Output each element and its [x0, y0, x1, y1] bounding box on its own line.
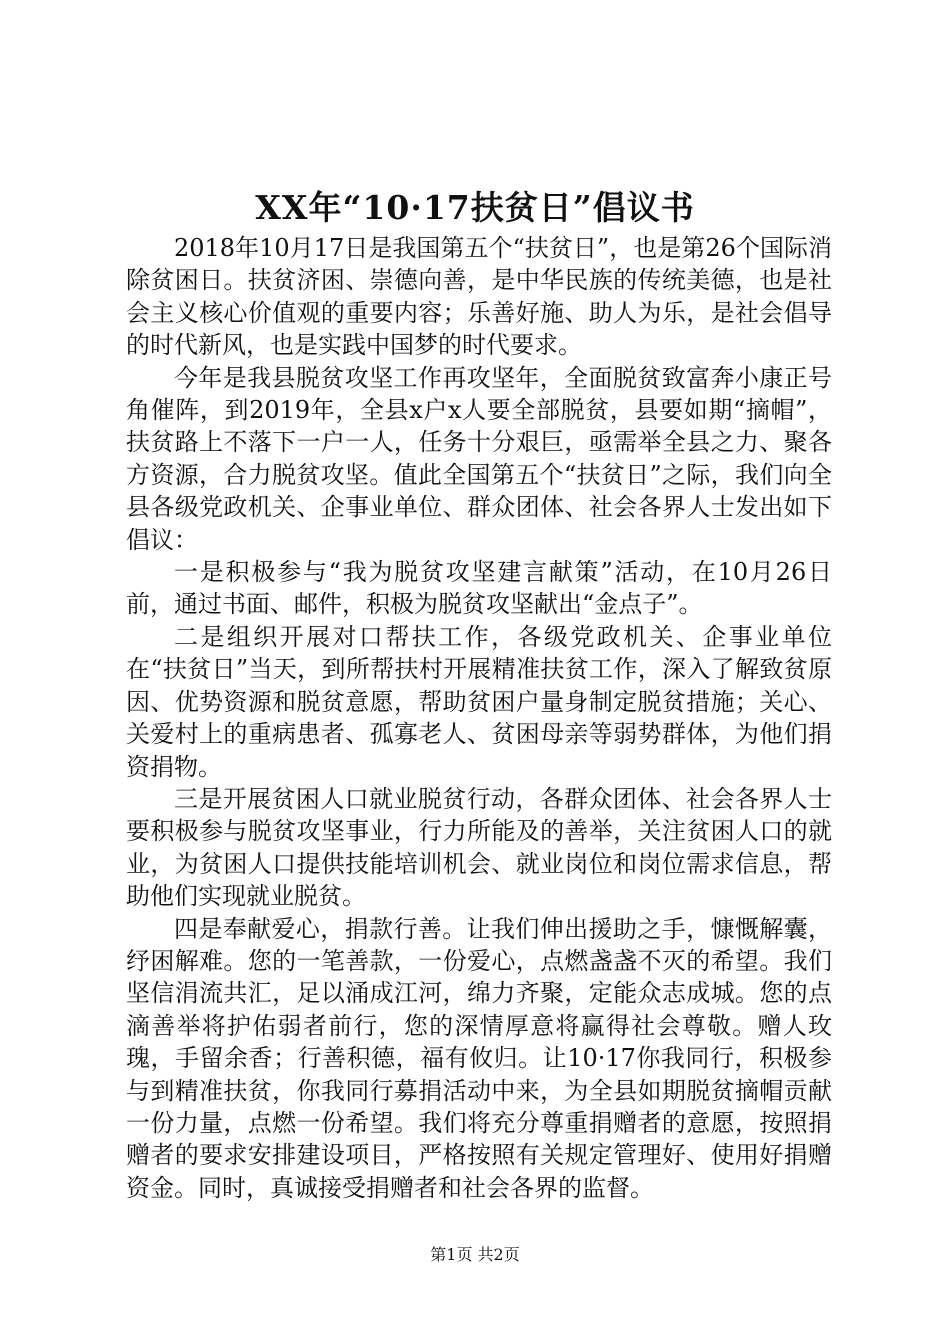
paragraph-background: 今年是我县脱贫攻坚工作再攻坚年，全面脱贫致富奔小康正号角催阵，到2019年，全县x户x人要全部脱贫，县要如期“摘帽”，扶贫路上不落下一户一人，任务十分艰巨，亟需举全县之力、聚各方资源，合力脱贫攻坚。值此全国第五个“扶贫日”之际，我们向全县各级党政机关、企事业单位、群众团体、社会各界人士发出如下倡议：	[126, 363, 832, 554]
paragraph-intro: 2018年10月17日是我国第五个“扶贫日”，也是第26个国际消除贫困日。扶贫济困、崇德向善，是中华民族的传统美德，也是社会主义核心价值观的重要内容；乐善好施、助人为乐，是社会倡导的时代新风，也是实践中国梦的时代要求。	[126, 234, 832, 360]
document-body	[126, 232, 832, 1204]
paragraph-proposal-1: 一是积极参与“我为脱贫攻坚建言献策”活动，在10月26日前，通过书面、邮件，积极为脱贫攻坚献出“金点子”。	[126, 558, 832, 619]
paragraph-proposal-2: 二是组织开展对口帮扶工作，各级党政机关、企事业单位在“扶贫日”当天，到所帮扶村开展精准扶贫工作，深入了解致贫原因、优势资源和脱贫意愿，帮助贫困户量身制定脱贫措施；关心、关爱村上的重病患者、孤寡老人、贫困母亲等弱势群体，为他们捐资捐物。	[126, 622, 832, 781]
page-footer: 第1页 共2页	[430, 1245, 520, 1264]
document-title: XX年“10·17扶贫日”倡议书	[255, 188, 695, 227]
paragraph-proposal-3: 三是开展贫困人口就业脱贫行动，各群众团体、社会各界人士要积极参与脱贫攻坚事业，行力所能及的善举，关注贫困人口的就业，为贫困人口提供技能培训机会、就业岗位和岗位需求信息，帮助他们实现就业脱贫。	[126, 784, 832, 911]
paragraph-proposal-4: 四是奉献爱心，捐款行善。让我们伸出援助之手，慷慨解囊，纾困解难。您的一笔善款，一份爱心，点燃盏盏不灭的希望。我们坚信涓流共汇，足以涌成江河，绵力齐聚，定能众志成城。您的点滴善举将护佑弱者前行，您的深情厚意将赢得社会尊敬。赠人玫瑰，手留余香；行善积德，福有攸归。让10·17你我同行，积极参与到精准扶贫，你我同行募捐活动中来，为全县如期脱贫摘帽贡献一份力量，点燃一份希望。我们将充分尊重捐赠者的意愿，按照捐赠者的要求安排建设项目，严格按照有关规定管理好、使用好捐赠资金。同时，真诚接受捐赠者和社会各界的监督。	[126, 914, 832, 1202]
